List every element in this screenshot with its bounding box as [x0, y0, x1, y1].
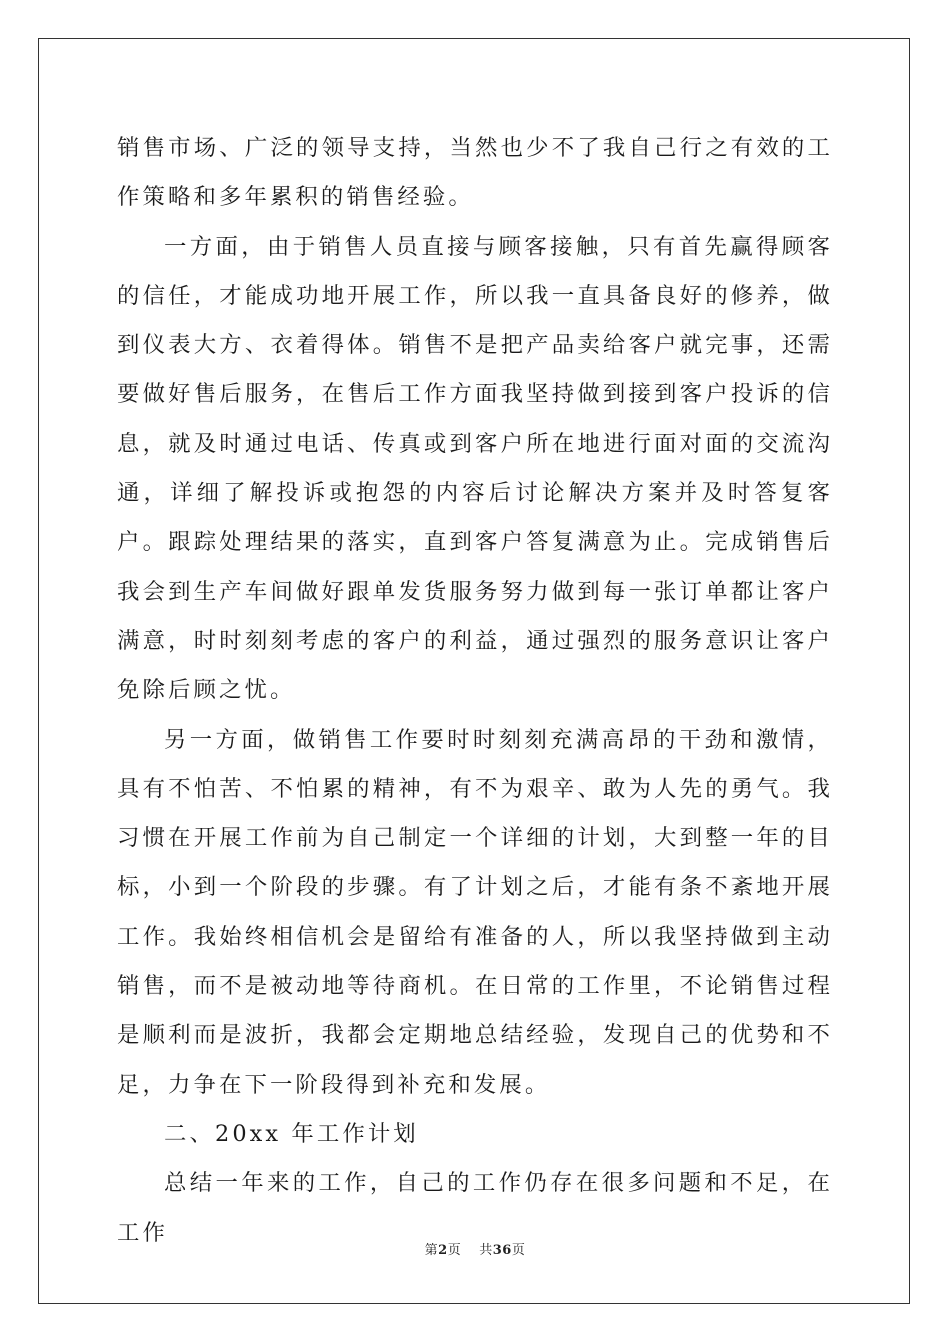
- paragraph: 销售市场、广泛的领导支持，当然也少不了我自己行之有效的工作策略和多年累积的销售经验。: [117, 135, 833, 211]
- paragraph: 一方面，由于销售人员直接与顾客接触，只有首先赢得顾客的信任，才能成功地开展工作，所以我一直具备良好的修养，做到仪表大方、衣着得体。销售不是把产品卖给客户就完事，还需要做好售后服务，在售后工作方面我坚持做到接到客户投诉的信息，就及时通过电话、传真或到客户所在地进行面对面的交流沟通，详细了解投诉或抱怨的内容后讨论解决方案并及时答复客户。跟踪处理结果的落实，直到客户答复满意为止。完成销售后我会到生产车间做好跟单发货服务努力做到每一张订单都让客户满意，时时刻刻考虑的客户的利益，通过强烈的服务意识让客户免除后顾之忧。: [117, 233, 833, 704]
- page-prefix: 第: [424, 1243, 439, 1258]
- page-number: 2: [438, 1243, 448, 1258]
- section-heading: 二、20xx 年工作计划: [164, 1120, 419, 1147]
- paragraph: 另一方面，做销售工作要时时刻刻充满高昂的干劲和激情，具有不怕苦、不怕累的精神，有不为艰辛、敢为人先的勇气。我习惯在开展工作前为自己制定一个详细的计划，大到整一年的目标，小到一个阶段的步骤。有了计划之后，才能有条不紊地开展工作。我始终相信机会是留给有准备的人，所以我坚持做到主动销售，而不是被动地等待商机。在日常的工作里，不论销售过程是顺利而是波折，我都会定期地总结经验，发现自己的优势和不足，力争在下一阶段得到补充和发展。: [117, 726, 833, 1098]
- total-suffix: 页: [511, 1243, 526, 1258]
- paragraph: 总结一年来的工作，自己的工作仍存在很多问题和不足，在工作: [117, 1170, 833, 1246]
- page-suffix: 页: [447, 1243, 462, 1258]
- page-footer: [0, 1239, 950, 1258]
- total-prefix: 共: [479, 1243, 493, 1258]
- total-pages: 36: [492, 1243, 512, 1258]
- document-body: [117, 124, 833, 1258]
